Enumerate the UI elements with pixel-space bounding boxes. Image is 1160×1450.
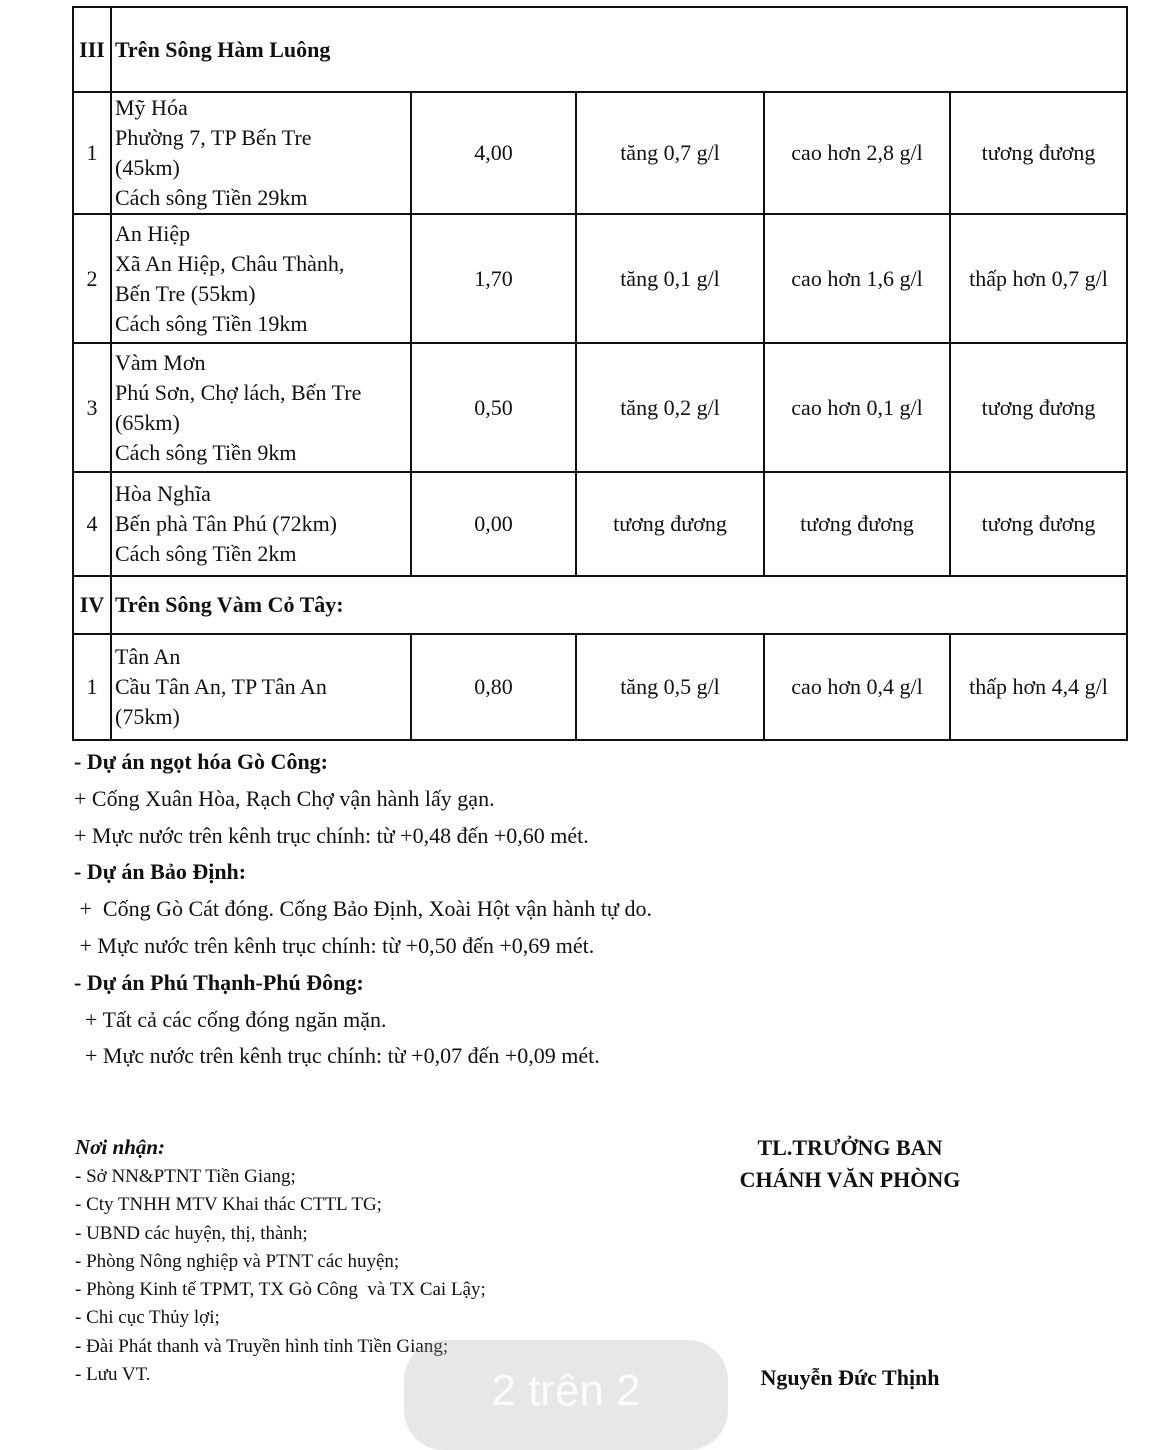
compare-average: tương đương [950, 92, 1127, 214]
project-heading: - Dự án Bảo Định: [74, 859, 247, 885]
location-line: Xã An Hiệp, Châu Thành, [115, 250, 345, 276]
station-location [111, 343, 411, 472]
compare-same-period: tương đương [764, 472, 950, 576]
compare-same-period: cao hơn 1,6 g/l [764, 214, 950, 343]
compare-prev-day: tăng 0,5 g/l [576, 634, 764, 740]
recipient-item: - Đài Phát thanh và Truyền hình tỉnh Tiền Giang; [75, 1335, 449, 1357]
salinity-table [72, 6, 1128, 741]
station-location [111, 634, 411, 740]
location-line: An Hiệp [115, 220, 191, 246]
page-indicator: 2 trên 2 [404, 1340, 728, 1450]
location-line: Hòa Nghĩa [115, 481, 211, 506]
row-number: 2 [73, 214, 111, 343]
project-heading: - Dự án Phú Thạnh-Phú Đông: [74, 969, 364, 995]
location-line: Cầu Tân An, TP Tân An [115, 674, 327, 699]
compare-prev-day: tăng 0,1 g/l [576, 214, 764, 343]
project-heading: - Dự án ngọt hóa Gò Công: [74, 749, 329, 774]
row-number: 1 [73, 634, 111, 740]
salinity-value: 0,50 [411, 343, 576, 472]
row-number: 3 [73, 343, 111, 472]
recipient-item: - UBND các huyện, thị, thành; [75, 1222, 308, 1244]
project-item: + Tất cả các cống đóng ngăn mặn. [74, 1006, 387, 1032]
compare-same-period: cao hơn 0,4 g/l [764, 634, 950, 740]
location-line: Bến phà Tân Phú (72km) [115, 511, 338, 536]
section-row [73, 576, 1127, 634]
salinity-table-body [73, 7, 1127, 740]
signature-block [700, 1132, 1000, 1196]
location-line: (75km) [115, 704, 180, 729]
section-title: Trên Sông Hàm Luông [111, 7, 1127, 92]
station-location [111, 92, 411, 214]
project-item: + Cống Xuân Hòa, Rạch Chợ vận hành lấy gạn. [74, 785, 495, 811]
row-number: 4 [73, 472, 111, 576]
salinity-value: 0,00 [411, 472, 576, 576]
location-line: Tân An [115, 644, 181, 669]
section-row [73, 7, 1127, 92]
salinity-value: 4,00 [411, 92, 576, 214]
station-location [111, 214, 411, 343]
recipient-item: - Chi cục Thủy lợi; [75, 1307, 220, 1329]
table-row [73, 634, 1127, 740]
table-row [73, 214, 1127, 343]
compare-average: tương đương [950, 343, 1127, 472]
recipient-item: - Sở NN&PTNT Tiền Giang; [75, 1166, 296, 1187]
compare-prev-day: tương đương [576, 472, 764, 576]
recipients-title: Nơi nhận: [75, 1135, 166, 1159]
location-line: (65km) [115, 409, 180, 435]
recipient-item: - Phòng Nông nghiệp và PTNT các huyện; [75, 1250, 400, 1272]
compare-prev-day: tăng 0,2 g/l [576, 343, 764, 472]
signer-name: Nguyễn Đức Thịnh [760, 1365, 940, 1390]
location-line: (45km) [115, 155, 180, 180]
location-line: Phường 7, TP Bến Tre [115, 125, 312, 150]
project-notes [74, 744, 1074, 1075]
row-number: 1 [73, 92, 111, 214]
project-item: + Mực nước trên kênh trục chính: từ +0,48 đến +0,60 mét. [74, 822, 589, 848]
location-line: Cách sông Tiền 9km [115, 439, 297, 465]
station-location [111, 472, 411, 576]
project-item: + Mực nước trên kênh trục chính: từ +0,50 đến +0,69 mét. [74, 932, 595, 958]
section-title: Trên Sông Vàm Cỏ Tây: [111, 576, 1127, 634]
location-line: Vàm Mơn [115, 349, 206, 375]
compare-prev-day: tăng 0,7 g/l [576, 92, 764, 214]
location-line: Cách sông Tiền 19km [115, 310, 308, 336]
compare-average: thấp hơn 4,4 g/l [950, 634, 1127, 740]
table-row [73, 92, 1127, 214]
compare-average: thấp hơn 0,7 g/l [950, 214, 1127, 343]
project-item: + Mực nước trên kênh trục chính: từ +0,07 đến +0,09 mét. [74, 1043, 600, 1069]
signature-title-line2: CHÁNH VĂN PHÒNG [739, 1167, 961, 1192]
salinity-value: 0,80 [411, 634, 576, 740]
table-row [73, 343, 1127, 472]
location-line: Cách sông Tiền 2km [115, 541, 297, 566]
section-numeral: IV [73, 576, 111, 634]
project-item: + Cống Gò Cát đóng. Cống Bảo Định, Xoài Hột vận hành tự do. [74, 896, 652, 922]
salinity-value: 1,70 [411, 214, 576, 343]
table-row [73, 472, 1127, 576]
section-numeral: III [73, 7, 111, 92]
signature-title-line1: TL.TRƯỞNG BAN [757, 1135, 943, 1160]
recipient-item: - Lưu VT. [75, 1364, 151, 1386]
compare-average: tương đương [950, 472, 1127, 576]
compare-same-period: cao hơn 0,1 g/l [764, 343, 950, 472]
location-line: Bến Tre (55km) [115, 280, 256, 306]
location-line: Mỹ Hóa [115, 95, 188, 120]
location-line: Cách sông Tiền 29km [115, 185, 308, 210]
compare-same-period: cao hơn 2,8 g/l [764, 92, 950, 214]
recipient-item: - Cty TNHH MTV Khai thác CTTL TG; [75, 1194, 382, 1216]
recipient-item: - Phòng Kinh tế TPMT, TX Gò Công và TX Cai Lậy; [75, 1279, 486, 1301]
location-line: Phú Sơn, Chợ lách, Bến Tre [115, 379, 362, 405]
